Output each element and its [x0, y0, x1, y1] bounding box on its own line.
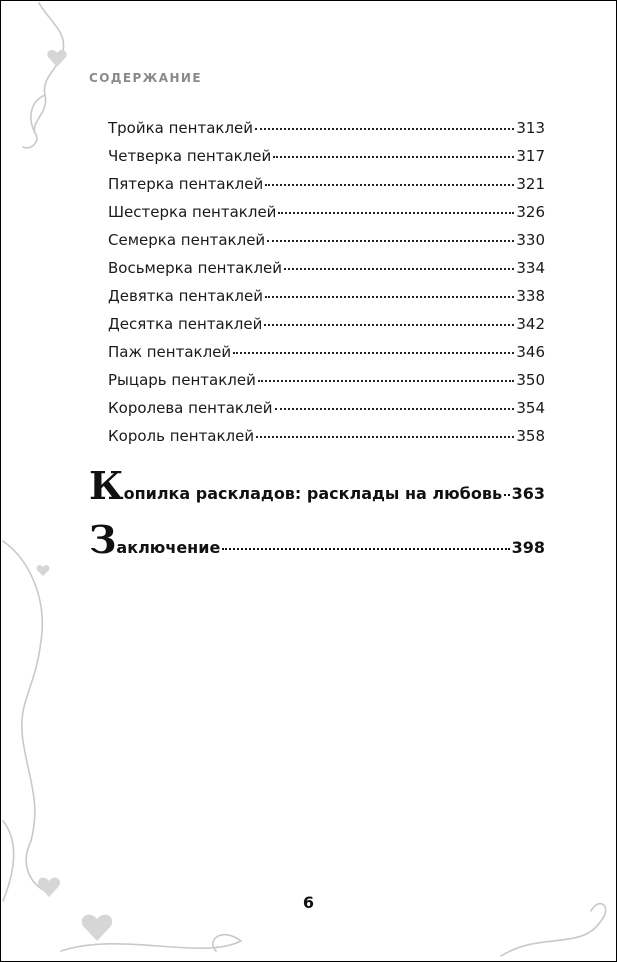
toc-entry-title: Семерка пентаклей [108, 231, 266, 249]
toc-entries [108, 119, 545, 455]
dot-leader [265, 184, 514, 186]
toc-entry-title: Шестерка пентаклей [108, 203, 277, 221]
dot-leader [265, 296, 514, 298]
dot-leader [284, 268, 514, 270]
toc-entry [108, 315, 545, 343]
section-page: 398 [511, 538, 545, 557]
dot-leader [264, 324, 514, 326]
toc-section-kopilka [89, 463, 545, 508]
toc-entry-title: Девятка пентаклей [108, 287, 263, 305]
section-title: опилка раскладов: расклады на любовь [123, 484, 503, 503]
toc-entry-title: Восьмерка пентаклей [108, 259, 283, 277]
toc-entry-page: 354 [516, 399, 545, 417]
toc-entry [108, 287, 545, 315]
toc-entry-page: 346 [516, 343, 545, 361]
dot-leader [258, 380, 515, 382]
dot-leader [504, 494, 510, 496]
toc-entry-title: Пятерка пентаклей [108, 175, 264, 193]
toc-entry [108, 399, 545, 427]
toc-entry [108, 259, 545, 287]
toc-entry-page: 317 [516, 147, 545, 165]
toc-entry [108, 119, 545, 147]
running-header: СОДЕРЖАНИЕ [89, 71, 202, 85]
toc-entry [108, 343, 545, 371]
dot-leader [273, 156, 514, 158]
toc-entry [108, 203, 545, 231]
toc-entry [108, 231, 545, 259]
dot-leader [275, 408, 515, 410]
toc-entry-page: 313 [516, 119, 545, 137]
section-title: аключение [116, 538, 221, 557]
toc-entry [108, 147, 545, 175]
toc-entry-title: Рыцарь пентаклей [108, 371, 256, 389]
dot-leader [222, 548, 509, 550]
toc-entry-title: Тройка пентаклей [108, 119, 254, 137]
toc-entry-title: Четверка пентаклей [108, 147, 272, 165]
toc-entry-title: Королева пентаклей [108, 399, 273, 417]
dot-leader [267, 240, 514, 242]
toc-entry-page: 321 [516, 175, 545, 193]
toc-entry-page: 338 [516, 287, 545, 305]
toc-entry-page: 334 [516, 259, 545, 277]
toc-entry [108, 175, 545, 203]
toc-entry-page: 326 [516, 203, 545, 221]
section-initial: З [89, 517, 117, 562]
toc-entry-title: Паж пентаклей [108, 343, 232, 361]
dot-leader [278, 212, 514, 214]
toc-entry-title: Десятка пентаклей [108, 315, 263, 333]
page-number: 6 [302, 893, 315, 912]
toc-entry-title: Король пентаклей [108, 427, 255, 445]
dot-leader [256, 436, 514, 438]
dot-leader [255, 128, 514, 130]
dot-leader [233, 352, 514, 354]
toc-entry-page: 350 [516, 371, 545, 389]
toc-entry [108, 371, 545, 399]
section-initial: К [89, 463, 124, 508]
toc-entry-page: 358 [516, 427, 545, 445]
toc-entry-page: 330 [516, 231, 545, 249]
toc-section-conclusion [89, 517, 545, 562]
section-page: 363 [511, 484, 545, 503]
toc-entry-page: 342 [516, 315, 545, 333]
toc-entry [108, 427, 545, 455]
